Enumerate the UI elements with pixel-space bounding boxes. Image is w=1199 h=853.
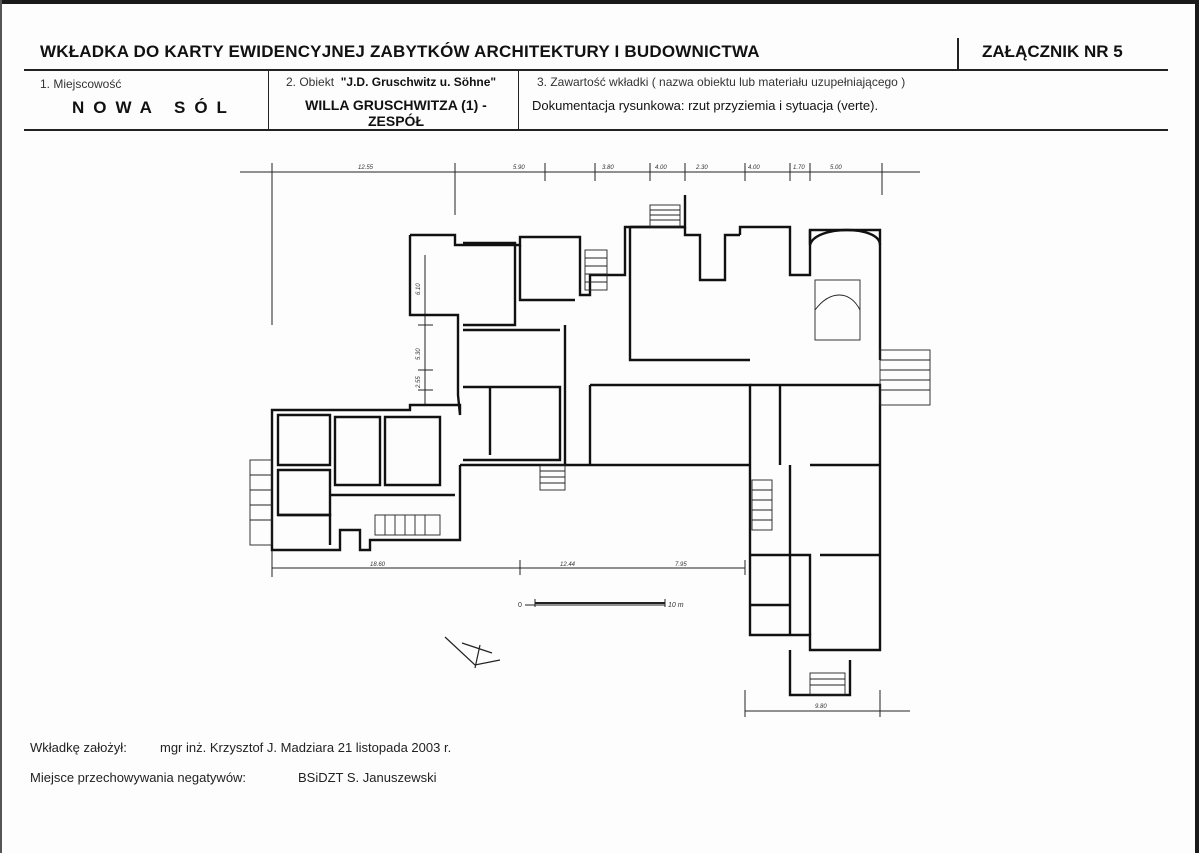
scale-end: 10 m — [668, 602, 684, 609]
dim-top-6: 4.00 — [748, 165, 760, 171]
dim-top-3: 3.80 — [602, 165, 614, 171]
locality-label: 1. Miejscowość — [40, 77, 122, 91]
locality-value: NOWA SÓL — [72, 98, 236, 117]
floor-plan-drawing — [230, 155, 950, 725]
object-value — [282, 97, 510, 129]
scan-border-right — [1195, 0, 1199, 853]
object-label-prefix: 2. Obiekt — [286, 75, 335, 89]
dim-top-2: 5.90 — [513, 165, 525, 171]
dim-left-3: 2.55 — [416, 376, 422, 388]
object-label-name: "J.D. Gruschwitz u. Söhne" — [340, 75, 497, 89]
scan-border-left — [0, 0, 2, 853]
object-value-line2: ZESPÓŁ — [367, 113, 424, 129]
header-rule-top — [24, 69, 1168, 71]
content-value: Dokumentacja rysunkowa: rzut przyziemia i sytuacja (verte). — [532, 98, 879, 113]
dim-top-4: 4.00 — [655, 165, 667, 171]
attachment-number: ZAŁĄCZNIK NR 5 — [982, 42, 1123, 61]
object-value-line1: WILLA GRUSCHWITZA (1) - — [305, 97, 487, 113]
founder-label: Wkładkę założył: — [30, 740, 127, 755]
dim-bottom-1: 18.60 — [370, 562, 386, 568]
dim-top-7: 1.70 — [793, 165, 805, 171]
founder-value: mgr inż. Krzysztof J. Madziara 21 listopada 2003 r. — [160, 740, 452, 755]
dimension-labels — [358, 165, 842, 710]
dim-bottom-3: 7.95 — [675, 562, 687, 568]
scale-zero: 0 — [518, 602, 522, 609]
dim-top-5: 2.30 — [696, 165, 708, 171]
content-label: 3. Zawartość wkładki ( nazwa obiektu lub materiału uzupełniającego ) — [537, 75, 906, 89]
dim-top-8: 5.00 — [830, 165, 842, 171]
object-label — [286, 75, 496, 89]
scan-border-top — [0, 0, 1199, 4]
dim-bottom-2: 12.44 — [560, 562, 576, 568]
document-title: WKŁADKA DO KARTY EWIDENCYJNEJ ZABYTKÓW ARCHITEKTURY I BUDOWNICTWA — [40, 42, 760, 61]
field-divider-1 — [268, 71, 269, 129]
header-rule-bottom — [24, 129, 1168, 131]
scale-bar — [525, 599, 665, 607]
field-divider-2 — [518, 71, 519, 129]
header-divider — [957, 38, 959, 70]
building-walls — [272, 195, 880, 695]
dim-bottom-right: 9.80 — [815, 704, 827, 710]
north-arrow-icon — [445, 637, 500, 668]
dim-top-1: 12.55 — [358, 165, 374, 171]
storage-value: BSiDZT S. Januszewski — [298, 770, 437, 785]
storage-label: Miejsce przechowywania negatywów: — [30, 770, 247, 785]
dim-left-1: 6.10 — [416, 283, 422, 295]
dim-left-2: 5.30 — [416, 348, 422, 360]
